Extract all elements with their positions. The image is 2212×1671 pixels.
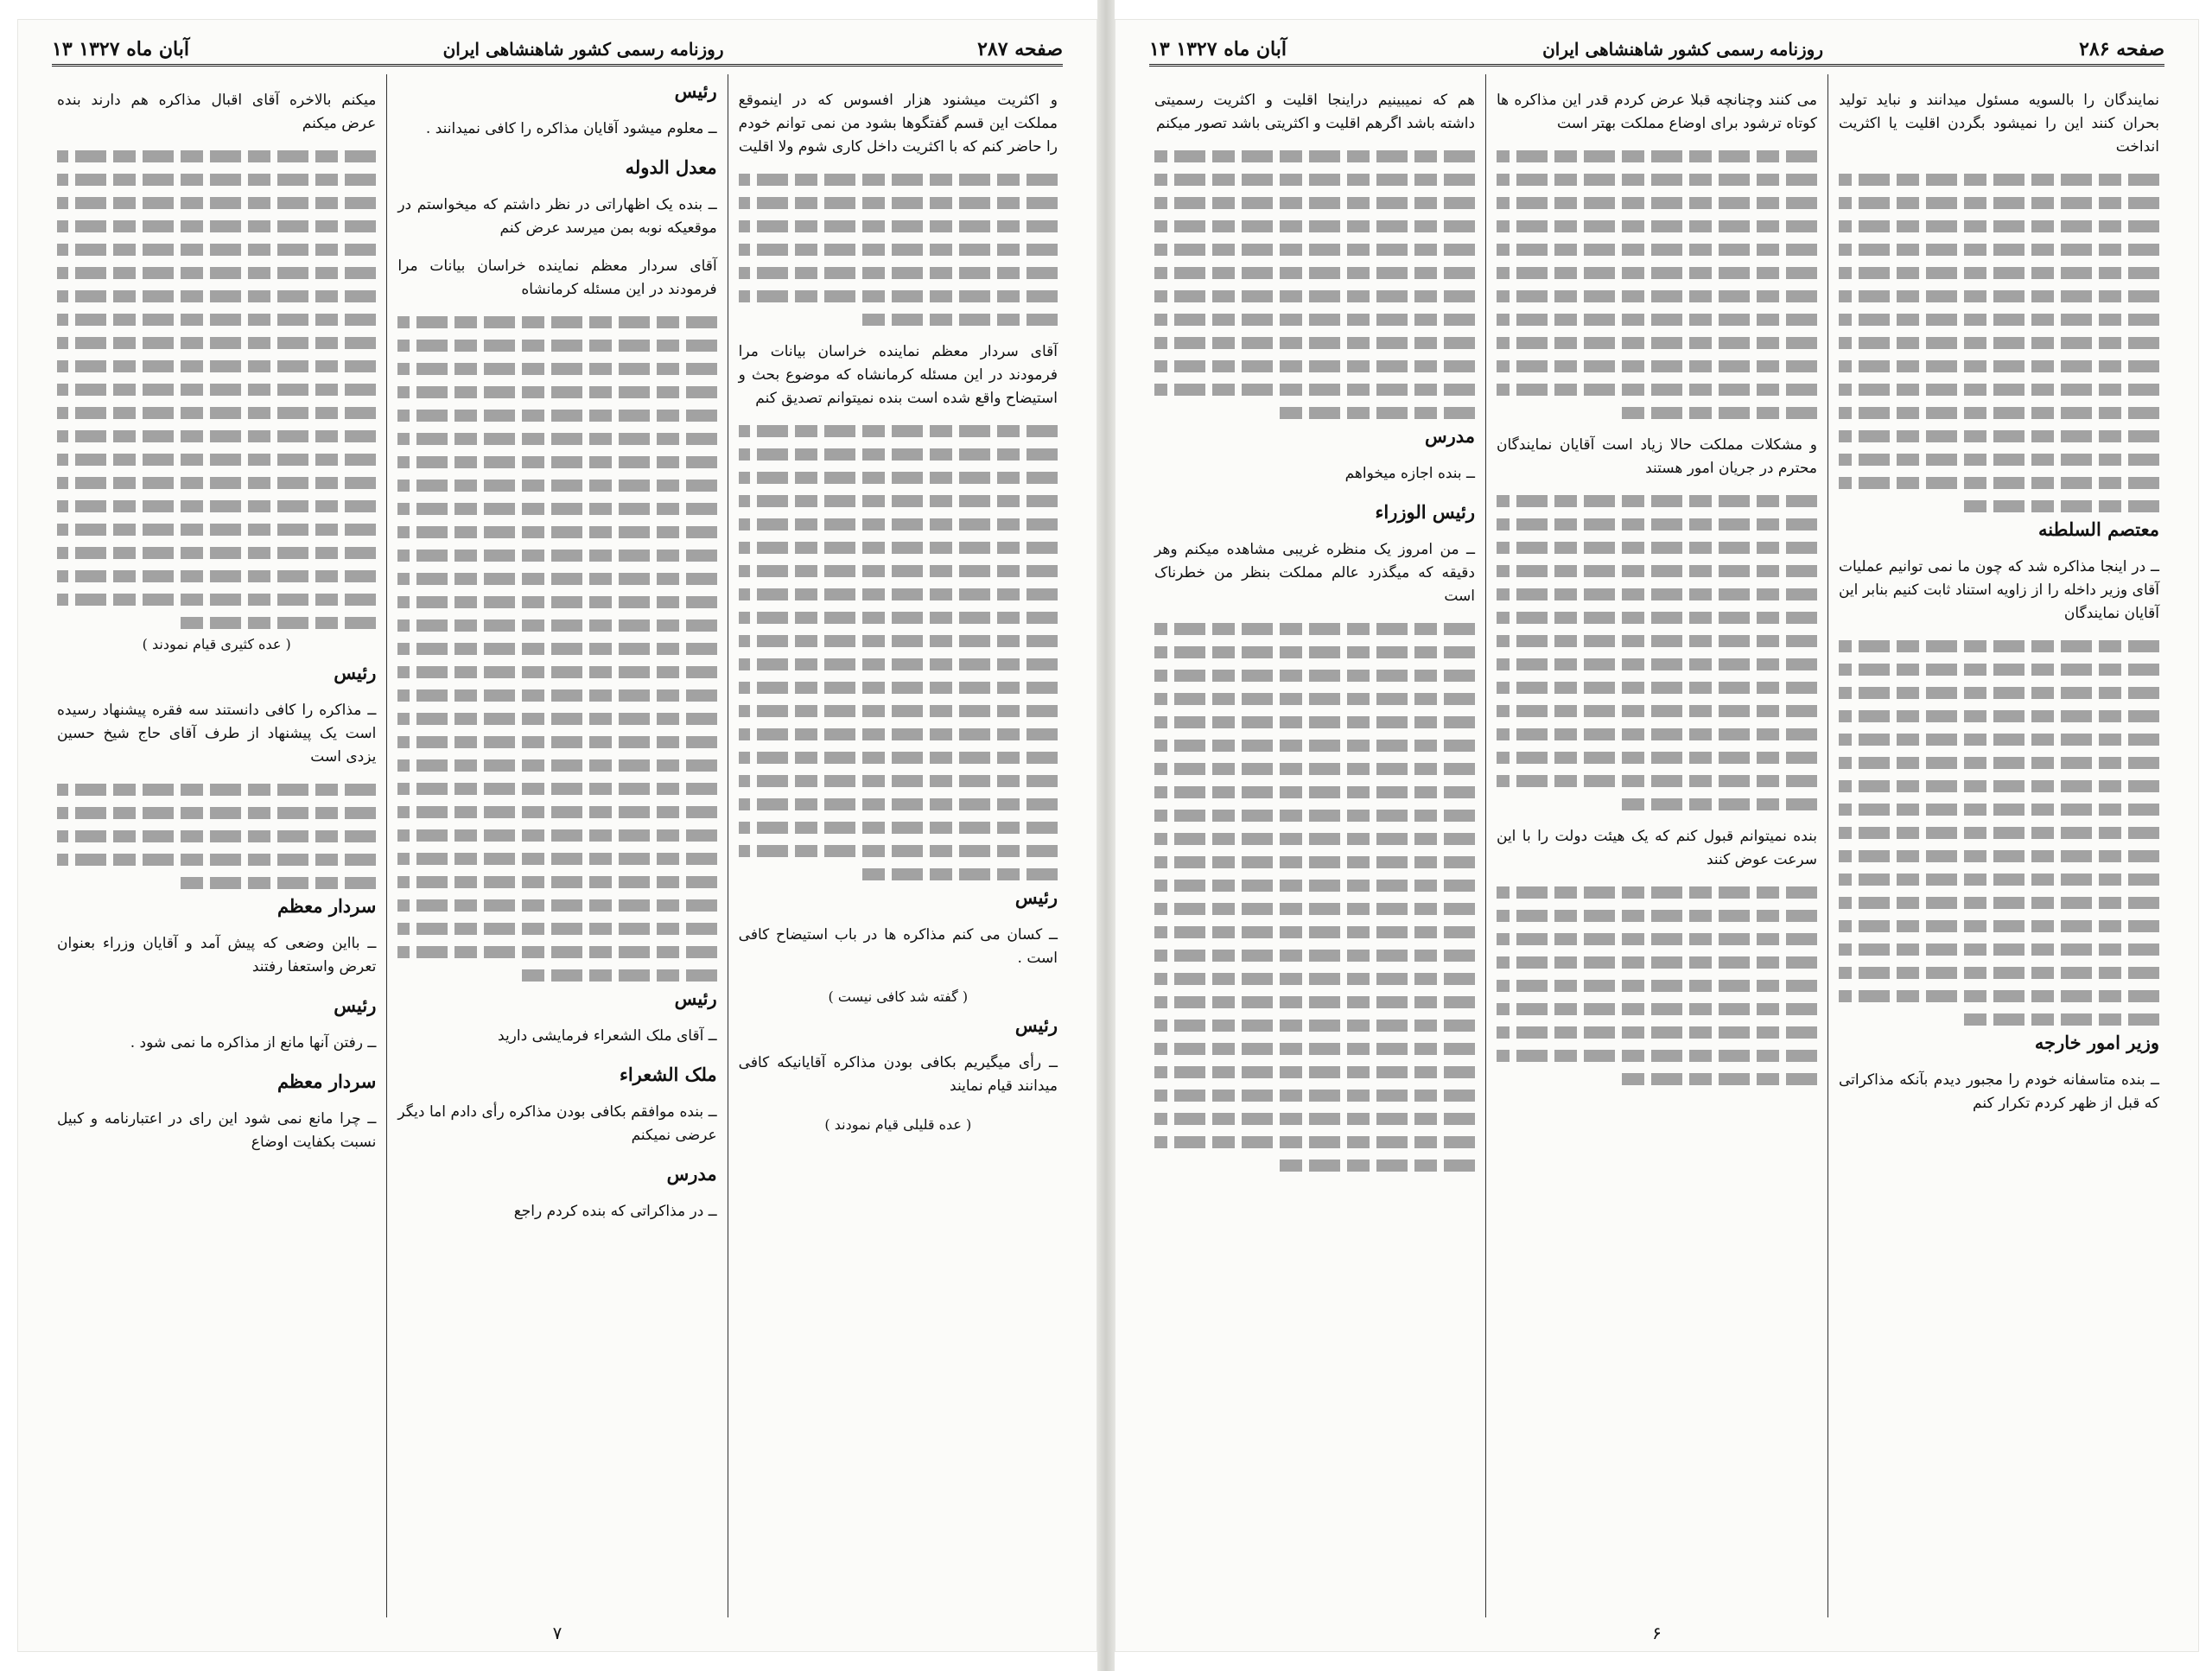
text-lines [1154,903,1475,915]
speaker-name: وزیر امور خارجه [2034,1032,2159,1053]
text-lines [1497,174,1817,186]
text-lines [1154,996,1475,1008]
text-lines [739,822,1058,834]
text-lines [739,495,1058,507]
text-lines [1618,798,1817,810]
text-lines [397,853,716,865]
text-lines [1154,1113,1475,1125]
text-lines [1497,635,1817,647]
text-lines [1839,267,2159,279]
text-lines [57,360,376,372]
text-lines [57,290,376,302]
text-lines [1154,833,1475,845]
text-lines [1154,384,1475,396]
text-lines [57,314,376,326]
text-lines [397,363,716,375]
text-lines [1839,477,2159,489]
speaker-name: رئیس [674,80,717,102]
paragraph: آقای سردار معظم نماینده خراسان بیانات مرا فرمودند در این مسئله کرمانشاه [397,257,717,298]
paragraph: ــ معلوم میشود آقایان مذاکره را کافی نمیدانند . [425,120,717,137]
right-columns [1144,74,2170,1617]
text-lines [397,456,716,468]
text-lines [1154,314,1475,326]
text-lines [739,220,1058,232]
text-lines [739,518,1058,531]
text-lines [57,830,376,842]
right-column-3 [1144,74,1486,1617]
text-lines [1497,267,1817,279]
text-lines [860,868,1058,880]
text-lines [1154,244,1475,256]
text-lines [1839,710,2159,722]
paragraph: هم که نمیبینیم دراینجا اقلیت و اکثریت رسمیتی داشته باشد اگرهم اقلیت و اکثریتی باشد تصور میکنم [1154,92,1475,132]
left-publication-title: روزنامه رسمی کشور شاهنشاهی ایران [442,39,724,60]
text-lines [739,728,1058,740]
text-lines [397,923,716,935]
text-lines [519,969,717,982]
speaker-name: سردار معظم [276,895,377,917]
text-lines [1961,1013,2159,1026]
text-lines [57,854,376,866]
paragraph: ــ رفتن آنها مانع از مذاکره ما نمی شود . [130,1034,377,1052]
session-note: ( گفته شد کافی نیست ) [828,988,969,1005]
text-lines [1497,956,1817,969]
text-lines [1497,518,1817,531]
paragraph: ــ من امروز یک منظره غریبی مشاهده میکنم وهر دقیقه که میگذرد عالم مملکت بنظر من خطرناک است [1154,541,1475,605]
paragraph: ــ چرا مانع نمی شود این رای در اعتبارنامه و کبیل نسبت بکفایت اوضاع [57,1110,377,1151]
text-lines [397,550,716,562]
text-lines [1839,897,2159,909]
text-lines [1497,244,1817,256]
speaker-name: مدرس [1424,425,1475,447]
text-lines [1839,874,2159,886]
paragraph: ــ بنده یک اظهاراتی در نظر داشتم که میخواستم در موقعیکه نوبه بمن میرسد عرض کنم [397,196,717,237]
text-lines [1497,197,1817,209]
text-lines [1497,682,1817,694]
text-lines [860,314,1058,326]
text-lines [739,197,1058,209]
text-lines [397,480,716,492]
right-page-header [1149,35,2164,67]
text-lines [1497,565,1817,577]
text-lines [397,899,716,912]
text-lines [739,705,1058,717]
right-date: ۱۳ آبان ماه ۱۳۲۷ [1149,38,1287,60]
text-lines [397,573,716,585]
text-lines [1154,174,1475,186]
text-lines [1839,174,2159,186]
text-lines [1839,640,2159,652]
paragraph: و اکثریت میشنود هزار افسوس که در اینموقع مملکت این قسم گفتگوها بشود من نمی توانم خودم را حاضر کنم که با اکثریت داخل کاری شوم ولا اقلیت [738,92,1058,156]
paragraph: ــ در مذاکراتی که بنده کردم راجع [513,1203,717,1220]
text-lines [1154,1020,1475,1032]
text-lines [57,500,376,512]
paragraph: بنده نمیتوانم قبول کنم که یک هیئت دولت را با این سرعت عوض کنند [1497,828,1817,868]
text-lines [1497,1003,1817,1015]
speaker-name: ملک الشعراء [619,1064,717,1085]
text-lines [57,807,376,819]
text-lines [1154,267,1475,279]
text-lines [1497,495,1817,507]
text-lines [1839,290,2159,302]
text-lines [1154,786,1475,798]
text-lines [57,244,376,256]
text-lines [1497,337,1817,349]
text-lines [1154,290,1475,302]
text-lines [1839,734,2159,746]
text-lines [397,619,716,632]
speaker-name: معتصم السلطنه [2038,518,2159,540]
text-lines [1154,220,1475,232]
left-column-3 [47,74,387,1617]
text-lines [1839,827,2159,839]
paragraph: ــ بنده موافقم بکافی بودن مذاکره رأی دادم اما دیگر عرضی نمیکنم [397,1103,717,1144]
text-lines [1154,670,1475,682]
text-lines [1497,658,1817,670]
text-lines [1839,360,2159,372]
text-lines [1839,780,2159,792]
text-lines [739,290,1058,302]
text-lines [57,477,376,489]
text-lines [1497,910,1817,922]
text-lines [397,759,716,772]
text-lines [739,845,1058,857]
text-lines [397,643,716,655]
text-lines [1497,1026,1817,1039]
speaker-name: رئیس [1014,886,1058,908]
text-lines [397,713,716,725]
session-note: ( عده قلیلی قیام نمودند ) [824,1116,972,1133]
text-lines [739,472,1058,484]
text-lines [1497,980,1817,992]
text-lines [739,752,1058,764]
left-page-header [52,35,1063,67]
text-lines [1839,687,2159,699]
text-lines [1497,314,1817,326]
text-lines [57,267,376,279]
left-column-1 [728,74,1068,1617]
paragraph: ــ آقای ملک الشعراء فرمایشی دارید [498,1027,717,1045]
paragraph: ــ مذاکره را کافی دانستند سه فقره پیشنهاد رسیده است یک پیشنهاد از طرف آقای حاج شیخ حسین یزدی است [57,702,377,766]
text-lines [397,433,716,445]
text-lines [397,503,716,515]
text-lines [1154,646,1475,658]
text-lines [57,430,376,442]
text-lines [1497,612,1817,624]
text-lines [1839,990,2159,1002]
text-lines [397,689,716,702]
right-page-number: ۶ [1652,1623,1662,1643]
text-lines [1276,407,1475,419]
text-lines [1154,197,1475,209]
text-lines [1497,886,1817,899]
text-lines [1497,728,1817,740]
text-lines [57,197,376,209]
text-lines [1618,1073,1817,1085]
paragraph: ــ کسان می کنم مذاکره ها در باب استیضاح کافی است . [738,926,1058,967]
text-lines [1839,384,2159,396]
text-lines [1961,500,2159,512]
speaker-name: رئیس [334,994,377,1016]
text-lines [57,784,376,796]
text-lines [1839,757,2159,769]
text-lines [397,783,716,795]
text-lines [1839,407,2159,419]
text-lines [57,524,376,536]
left-column-2 [387,74,728,1617]
text-lines [57,594,376,606]
text-lines [739,448,1058,461]
text-lines [1276,1160,1475,1172]
book-gutter [1097,0,1115,1671]
speaker-name: مدرس [666,1163,717,1185]
speaker-name: معدل الدوله [625,156,717,178]
text-lines [739,588,1058,600]
paragraph: می کنند وچنانچه قبلا عرض کردم قدر این مذاکره ها کوتاه ترشود برای اوضاع مملکت بهتر است [1497,92,1817,132]
text-lines [1154,360,1475,372]
text-lines [178,617,376,629]
text-lines [397,340,716,352]
session-note: ( عده کثیری قیام نمودند ) [142,636,291,652]
text-lines [397,946,716,958]
paragraph: و مشکلات مملکت حالا زیاد است آقایان نمایندگان محترم در جریان امور هستند [1497,436,1817,477]
text-lines [1839,920,2159,932]
text-lines [57,337,376,349]
text-lines [57,454,376,466]
text-lines [1839,804,2159,816]
text-lines [739,244,1058,256]
text-lines [1154,1066,1475,1078]
text-lines [1154,856,1475,868]
text-lines [1497,360,1817,372]
text-lines [739,635,1058,647]
text-lines [1154,693,1475,705]
text-lines [57,384,376,396]
text-lines [1839,967,2159,979]
paragraph: ــ رأی میگیریم بکافی بودن مذاکره آقایانیکه کافی میدانند قیام نمایند [738,1054,1058,1095]
text-lines [397,410,716,422]
speaker-name: رئیس [334,662,377,683]
text-lines [739,682,1058,694]
text-lines [1154,1043,1475,1055]
text-lines [1497,384,1817,396]
speaker-name: رئیس الوزراء [1375,501,1475,523]
text-lines [1154,926,1475,938]
text-lines [397,829,716,842]
text-lines [1154,950,1475,962]
text-lines [1497,542,1817,554]
text-lines [739,542,1058,554]
text-lines [739,425,1058,437]
text-lines [739,565,1058,577]
text-lines [178,877,376,889]
text-lines [1154,623,1475,635]
text-lines [1497,588,1817,600]
text-lines [739,267,1058,279]
text-lines [1497,933,1817,945]
text-lines [57,407,376,419]
text-lines [1497,705,1817,717]
text-lines [1839,314,2159,326]
text-lines [739,174,1058,186]
text-lines [397,736,716,748]
text-lines [739,798,1058,810]
text-lines [397,316,716,328]
text-lines [1497,1050,1817,1062]
text-lines [1154,973,1475,985]
text-lines [1154,763,1475,775]
text-lines [1497,290,1817,302]
text-lines [1154,337,1475,349]
paragraph: ــ بااین وضعی که پیش آمد و آقایان وزراء بعنوان تعرض واستعفا رفتند [57,935,377,975]
paragraph: ــ بنده متاسفانه خودم را مجبور دیدم بآنکه مذاکراتی که قبل از ظهر کردم تکرار کنم [1839,1071,2159,1112]
text-lines [397,386,716,398]
text-lines [1154,810,1475,822]
text-lines [397,526,716,538]
text-lines [57,220,376,232]
text-lines [57,174,376,186]
text-lines [1618,407,1817,419]
right-publication-title: روزنامه رسمی کشور شاهنشاهی ایران [1542,39,1823,60]
text-lines [739,658,1058,670]
text-lines [1154,1136,1475,1148]
left-columns [47,74,1068,1617]
text-lines [1839,664,2159,676]
text-lines [1839,197,2159,209]
text-lines [1154,716,1475,728]
text-lines [1497,775,1817,787]
text-lines [1839,337,2159,349]
text-lines [1497,752,1817,764]
text-lines [1839,220,2159,232]
paragraph: ــ بنده اجازه میخواهم [1344,465,1475,482]
speaker-name: رئیس [674,988,717,1009]
text-lines [397,806,716,818]
speaker-name: سردار معظم [276,1071,377,1092]
text-lines [1497,220,1817,232]
right-column-2 [1486,74,1828,1617]
text-lines [1497,150,1817,162]
text-lines [1839,430,2159,442]
text-lines [1839,454,2159,466]
left-page [17,19,1097,1652]
text-lines [57,547,376,559]
right-page [1115,19,2199,1652]
speaker-name: رئیس [1014,1014,1058,1036]
text-lines [739,775,1058,787]
text-lines [397,666,716,678]
right-page-label: صفحه ۲۸۶ [2079,38,2164,60]
text-lines [1839,244,2159,256]
text-lines [57,570,376,582]
text-lines [1839,850,2159,862]
text-lines [1154,1090,1475,1102]
text-lines [397,876,716,888]
text-lines [1154,740,1475,752]
paragraph: آقای سردار معظم نماینده خراسان بیانات مرا فرمودند در این مسئله کرمانشاه که موضوع بحث و استیضاح واقع شده است بنده نمیتوانم تصدیق کنم [738,343,1058,407]
text-lines [1839,944,2159,956]
text-lines [739,612,1058,624]
right-column-1 [1828,74,2170,1617]
text-lines [397,596,716,608]
paragraph: نمایندگان را بالسویه مسئول میدانند و نباید تولید بحران کنند این را نمیشود بگردن اقلیت یا اکثریت انداخت [1839,92,2159,156]
left-page-number: ۷ [552,1623,563,1643]
left-date: ۱۳ آبان ماه ۱۳۲۷ [52,38,189,60]
text-lines [57,150,376,162]
paragraph: ــ در اینجا مذاکره شد که چون ما نمی توانیم عملیات آقای وزیر داخله را از زاویه استناد ثابت کنیم بنابر این آقایان نمایندگان [1839,558,2159,622]
text-lines [1154,150,1475,162]
paragraph: میکنم بالاخره آقای اقبال مذاکره هم دارند بنده عرض میکنم [57,92,377,132]
left-page-label: صفحه ۲۸۷ [977,38,1063,60]
text-lines [1154,880,1475,892]
